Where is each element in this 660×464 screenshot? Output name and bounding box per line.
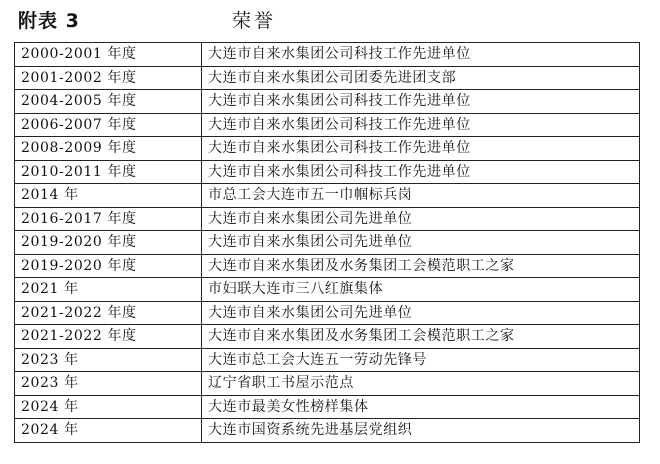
honor-cell: 大连市自来水集团及水务集团工会模范职工之家 (202, 325, 640, 349)
year-cell: 2019-2020 年度 (15, 231, 202, 255)
year-cell: 2010-2011 年度 (15, 160, 202, 184)
year-cell: 2024 年 (15, 419, 202, 443)
honor-cell: 大连市自来水集团公司科技工作先进单位 (202, 90, 640, 114)
year-cell: 2008-2009 年度 (15, 137, 202, 161)
honor-cell: 大连市最美女性榜样集体 (202, 395, 640, 419)
honor-cell: 市总工会大连市五一巾帼标兵岗 (202, 184, 640, 208)
year-cell: 2001-2002 年度 (15, 66, 202, 90)
table-row (15, 90, 640, 114)
table-row (15, 301, 640, 325)
table-row (15, 325, 640, 349)
honor-cell: 大连市国资系统先进基层党组织 (202, 419, 640, 443)
honor-cell: 大连市总工会大连五一劳动先锋号 (202, 348, 640, 372)
year-cell: 2000-2001 年度 (15, 43, 202, 67)
honor-cell: 市妇联大连市三八红旗集体 (202, 278, 640, 302)
honor-cell: 大连市自来水集团公司科技工作先进单位 (202, 43, 640, 67)
honors-table (14, 42, 640, 443)
document-heading (18, 6, 638, 36)
year-cell: 2006-2007 年度 (15, 113, 202, 137)
year-cell: 2014 年 (15, 184, 202, 208)
table-row (15, 66, 640, 90)
honor-cell: 辽宁省职工书屋示范点 (202, 372, 640, 396)
year-cell: 2024 年 (15, 395, 202, 419)
table-row (15, 419, 640, 443)
year-cell: 2016-2017 年度 (15, 207, 202, 231)
year-cell: 2021-2022 年度 (15, 325, 202, 349)
honor-cell: 大连市自来水集团及水务集团工会模范职工之家 (202, 254, 640, 278)
honor-cell: 大连市自来水集团公司科技工作先进单位 (202, 113, 640, 137)
honor-cell: 大连市自来水集团公司先进单位 (202, 231, 640, 255)
table-row (15, 184, 640, 208)
table-row (15, 113, 640, 137)
table-row (15, 160, 640, 184)
table-row (15, 348, 640, 372)
year-cell: 2023 年 (15, 348, 202, 372)
table-row (15, 372, 640, 396)
year-cell: 2021-2022 年度 (15, 301, 202, 325)
year-cell: 2021 年 (15, 278, 202, 302)
table-row (15, 278, 640, 302)
honor-cell: 大连市自来水集团公司先进单位 (202, 301, 640, 325)
table-row (15, 137, 640, 161)
year-cell: 2019-2020 年度 (15, 254, 202, 278)
table-row (15, 207, 640, 231)
honors-table-body (15, 43, 640, 443)
honor-cell: 大连市自来水集团公司团委先进团支部 (202, 66, 640, 90)
honor-cell: 大连市自来水集团公司科技工作先进单位 (202, 160, 640, 184)
table-row (15, 231, 640, 255)
table-row (15, 254, 640, 278)
honor-cell: 大连市自来水集团公司先进单位 (202, 207, 640, 231)
table-row (15, 43, 640, 67)
year-cell: 2023 年 (15, 372, 202, 396)
appendix-label: 附表 3 (18, 10, 80, 32)
year-cell: 2004-2005 年度 (15, 90, 202, 114)
table-row (15, 395, 640, 419)
page-title: 荣誉 (232, 10, 277, 32)
honor-cell: 大连市自来水集团公司科技工作先进单位 (202, 137, 640, 161)
